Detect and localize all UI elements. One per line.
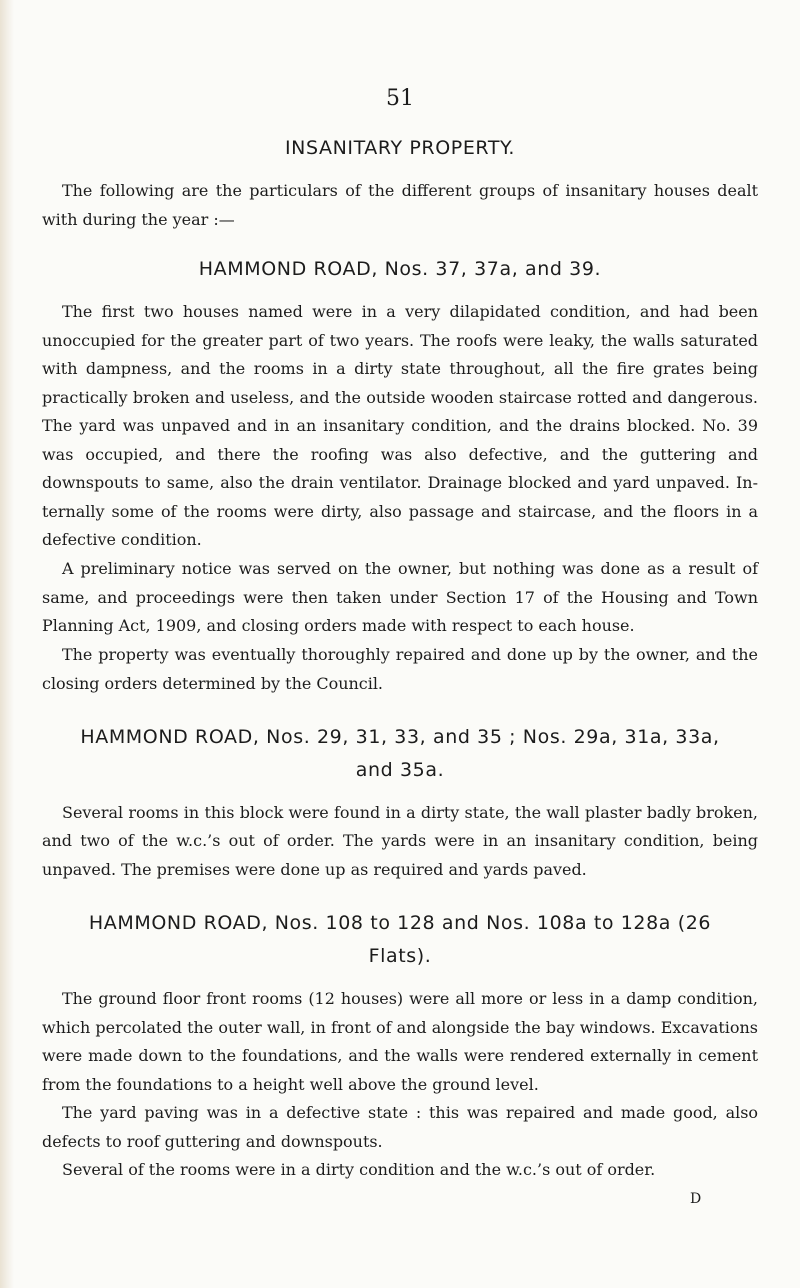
section-1-paragraph-3: The property was eventually thoroughly repaired and done up by the owner, and the closing orders determined by the Council.	[42, 645, 758, 693]
section-heading-1: HAMMOND ROAD, Nos. 37, 37a, and 39.	[198, 258, 602, 281]
intro-paragraph: The following are the particulars of the different groups of insanitary houses dealt with during the year :—	[42, 181, 758, 229]
section-1-paragraph-1: The first two houses named were in a very dilapidated condition, and had been unoccupied for the greater part of two years. The roofs were leaky, the walls saturated with dampness, and the rooms in a dirty state throughout, all the fire grates being practically broken and useless, and the outside wooden staircase rotted and dangerous. The yard was unpaved and in an insanitary condition, and the drains blocked. No. 39 was occupied, and there the roofing was also defective, and the guttering and downspouts to same, also the drain ventilator. Drainage blocked and yard unpaved. Internally some of the rooms were dirty, also passage and staircase, and the floors in a defective condition.	[42, 302, 758, 550]
section-heading-3: HAMMOND ROAD, Nos. 108 to 128 and Nos. 108a to 128a (26 Flats).	[88, 912, 712, 968]
section-3-paragraph-1: The ground floor front rooms (12 houses) were all more or less in a damp condition, which percolated the outer wall, in front of and alongside the bay windows. Excavations were made down to the foundations, and the walls were rendered externally in cement from the foundations to a height well above the ground level.	[42, 989, 758, 1094]
section-2-paragraph-1: Several rooms in this block were found in a dirty state, the wall plaster badly broken, and two of the w.c.’s out of order. The yards were in an insanitary condition, being unpaved. The premises were done up as required and yards paved.	[42, 802, 758, 879]
section-heading-2: HAMMOND ROAD, Nos. 29, 31, 33, and 35 ; Nos. 29a, 31a, 33a, and 35a.	[80, 725, 720, 781]
section-3-paragraph-2: The yard paving was in a defective state : this was repaired and made good, also defects to roof guttering and downspouts.	[42, 1103, 758, 1151]
section-3-paragraph-3: Several of the rooms were in a dirty condition and the w.c.’s out of order.	[62, 1160, 656, 1180]
page-title: INSANITARY PROPERTY.	[284, 137, 516, 159]
page-edge-shadow	[0, 0, 14, 1288]
section-1-paragraph-2: A preliminary notice was served on the owner, but nothing was done as a result of same, and proceedings were then taken under Section 17 of the Housing and Town Planning Act, 1909, and closing orders made with respect to each house.	[42, 559, 758, 636]
signature-mark: D	[690, 1191, 702, 1208]
page-number: 51	[386, 86, 414, 111]
